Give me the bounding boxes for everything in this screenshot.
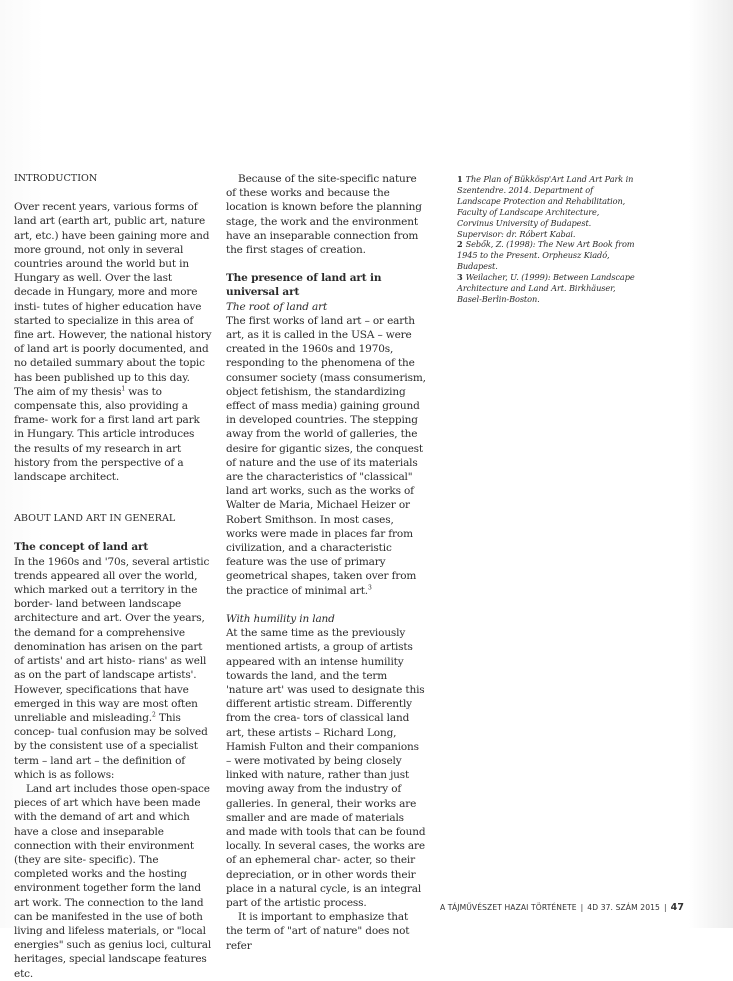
page-edge-shadow: [687, 0, 733, 928]
concept-paragraph: [14, 555, 212, 782]
footnote-1: [457, 174, 635, 239]
footnote-1-number: 1: [457, 174, 463, 184]
text-column-left: [14, 172, 212, 981]
concept-heading: The concept of land art: [14, 541, 149, 554]
footer-separator-2: |: [664, 903, 667, 912]
footnotes-column: [457, 174, 635, 305]
emphasize-paragraph: It is important to emphasize that the term of "art of nature" does not refer: [226, 911, 410, 952]
site-paragraph: Because of the site-specific nature of these works and because the location is known before the planning stage, the work and the environment have an inseparable connection from the first stages of creation.: [226, 173, 422, 257]
footnote-3: [457, 272, 635, 305]
root-text-a: The first works of land art – or earth art, as it is called in the USA – were created in the 1960s and 1970s, responding to the phenomena of the consumer society (mass consumerism, object fetishism, the standardizing effect of mass media) gaining ground in developed countries. The stepping away from the world of galleries, the desire for gigantic sizes, the conquest of nature and the use of its materials are the characteristics of "classical" land art works, such as the works of Walter de Maria, Michael Heizer or Robert Smithson. In most cases, works were made in places far from civilization, and a characteristic feature was the use of primary geometrical shapes, taken over from the practice of minimal art.: [226, 314, 426, 597]
about-heading: ABOUT LAND ART IN GENERAL: [14, 513, 176, 525]
footnote-ref-3: 3: [367, 584, 372, 592]
footnote-2-number: 2: [457, 239, 463, 250]
footnote-ref-1: 1: [121, 385, 126, 393]
issue-label: 4D 37. SZÁM 2015: [587, 903, 660, 912]
footnote-1-text: The Plan of Bükkösp'Art Land Art Park in Szentendre. 2014. Department of Landscape Protection and Rehabilitation, Faculty of Landscape Architecture, Corvinus University of Budapest. Supervisor: dr. Róbert Kabai.: [457, 174, 634, 239]
footer-separator-1: |: [580, 903, 584, 912]
footnote-ref-2: 2: [151, 711, 156, 719]
footnote-2: [457, 239, 635, 272]
footnote-3-text: Weilacher, U. (1999): Between Landscape Architecture and Land Art. Birkhäuser, Basel-Berlin-Boston.: [457, 272, 635, 304]
footnote-2-text: Sebők, Z. (1998): The New Art Book from 1945 to the Present. Orpheusz Kiadó, Budapest.: [457, 239, 635, 272]
concept-text-a: In the 1960s and '70s, several artistic trends appeared all over the world, which marked out a territory in the border- land between landscape architecture and art. Over the years, the demand for a comprehensive denomination has arisen on the part of artists' and art histo- rians' as well as on the part of landscape artists'. However, specifications that have emerged in this way are most often unreliable and misleading.: [14, 555, 210, 724]
page-number: 47: [670, 902, 685, 913]
page-footer: [440, 902, 700, 913]
text-column-middle: [226, 172, 426, 953]
concept-text-b: This concep- tual confusion may be solved by the consistent use of a specialist term – land art – the definition of which is as follows:: [14, 711, 208, 781]
intro-text-a: Over recent years, various forms of land art (earth art, public art, nature art, etc.) have been gaining more and more ground, not only in several countries around the world but in Hungary as well. Over the last decade in Hungary, more and more insti- tutes of higher education have started to specialize in this area of fine art. However, the national history of land art is poorly documented, and no detailed summary about the topic has been published up to this day. The aim of my thesis: [14, 201, 212, 398]
intro-heading: INTRODUCTION: [14, 173, 98, 184]
humility-subheading: With humility in land: [226, 612, 335, 625]
intro-paragraph: [14, 200, 212, 484]
root-paragraph: [226, 314, 426, 598]
presence-heading: The presence of land art in universal art: [226, 272, 382, 299]
definition-paragraph: Land art includes those open-space pieces of art which have been made with the demand of art and which have a close and inseparable connection with their environment (they are site- specific). The completed works and the hosting environment together form the land art work. The connection to the land can be manifested in the use of both living and lifeless materials, or "local energies" such as genius loci, cultural heritages, special landscape features etc.: [14, 782, 212, 980]
humility-paragraph: At the same time as the previously mentioned artists, a group of artists appeared with an intense humility towards the land, and the term 'nature art' was used to designate this different artistic stream. Differently from the crea- tors of classical land art, these artists – Richard Long, Hamish Fulton and their companions – were motivated by being closely linked with nature, rather than just moving away from the industry of galleries. In general, their works are smaller and are made of materials and made with tools that can be found locally. In several cases, the works are of an ephemeral char- acter, so their depreciation, or in other words their place in a natural cycle, is an integral part of the artistic process.: [226, 627, 426, 909]
running-title: A TÁJMŰVÉSZET HAZAI TÖRTÉNETE: [440, 903, 577, 912]
footnote-3-number: 3: [457, 272, 463, 283]
root-subheading: The root of land art: [226, 300, 328, 313]
intro-text-b: was to compensate this, also providing a frame- work for a first land art park in Hungary. This article introduces the results of my research in art history from the perspective of a landscape architect.: [14, 385, 200, 484]
